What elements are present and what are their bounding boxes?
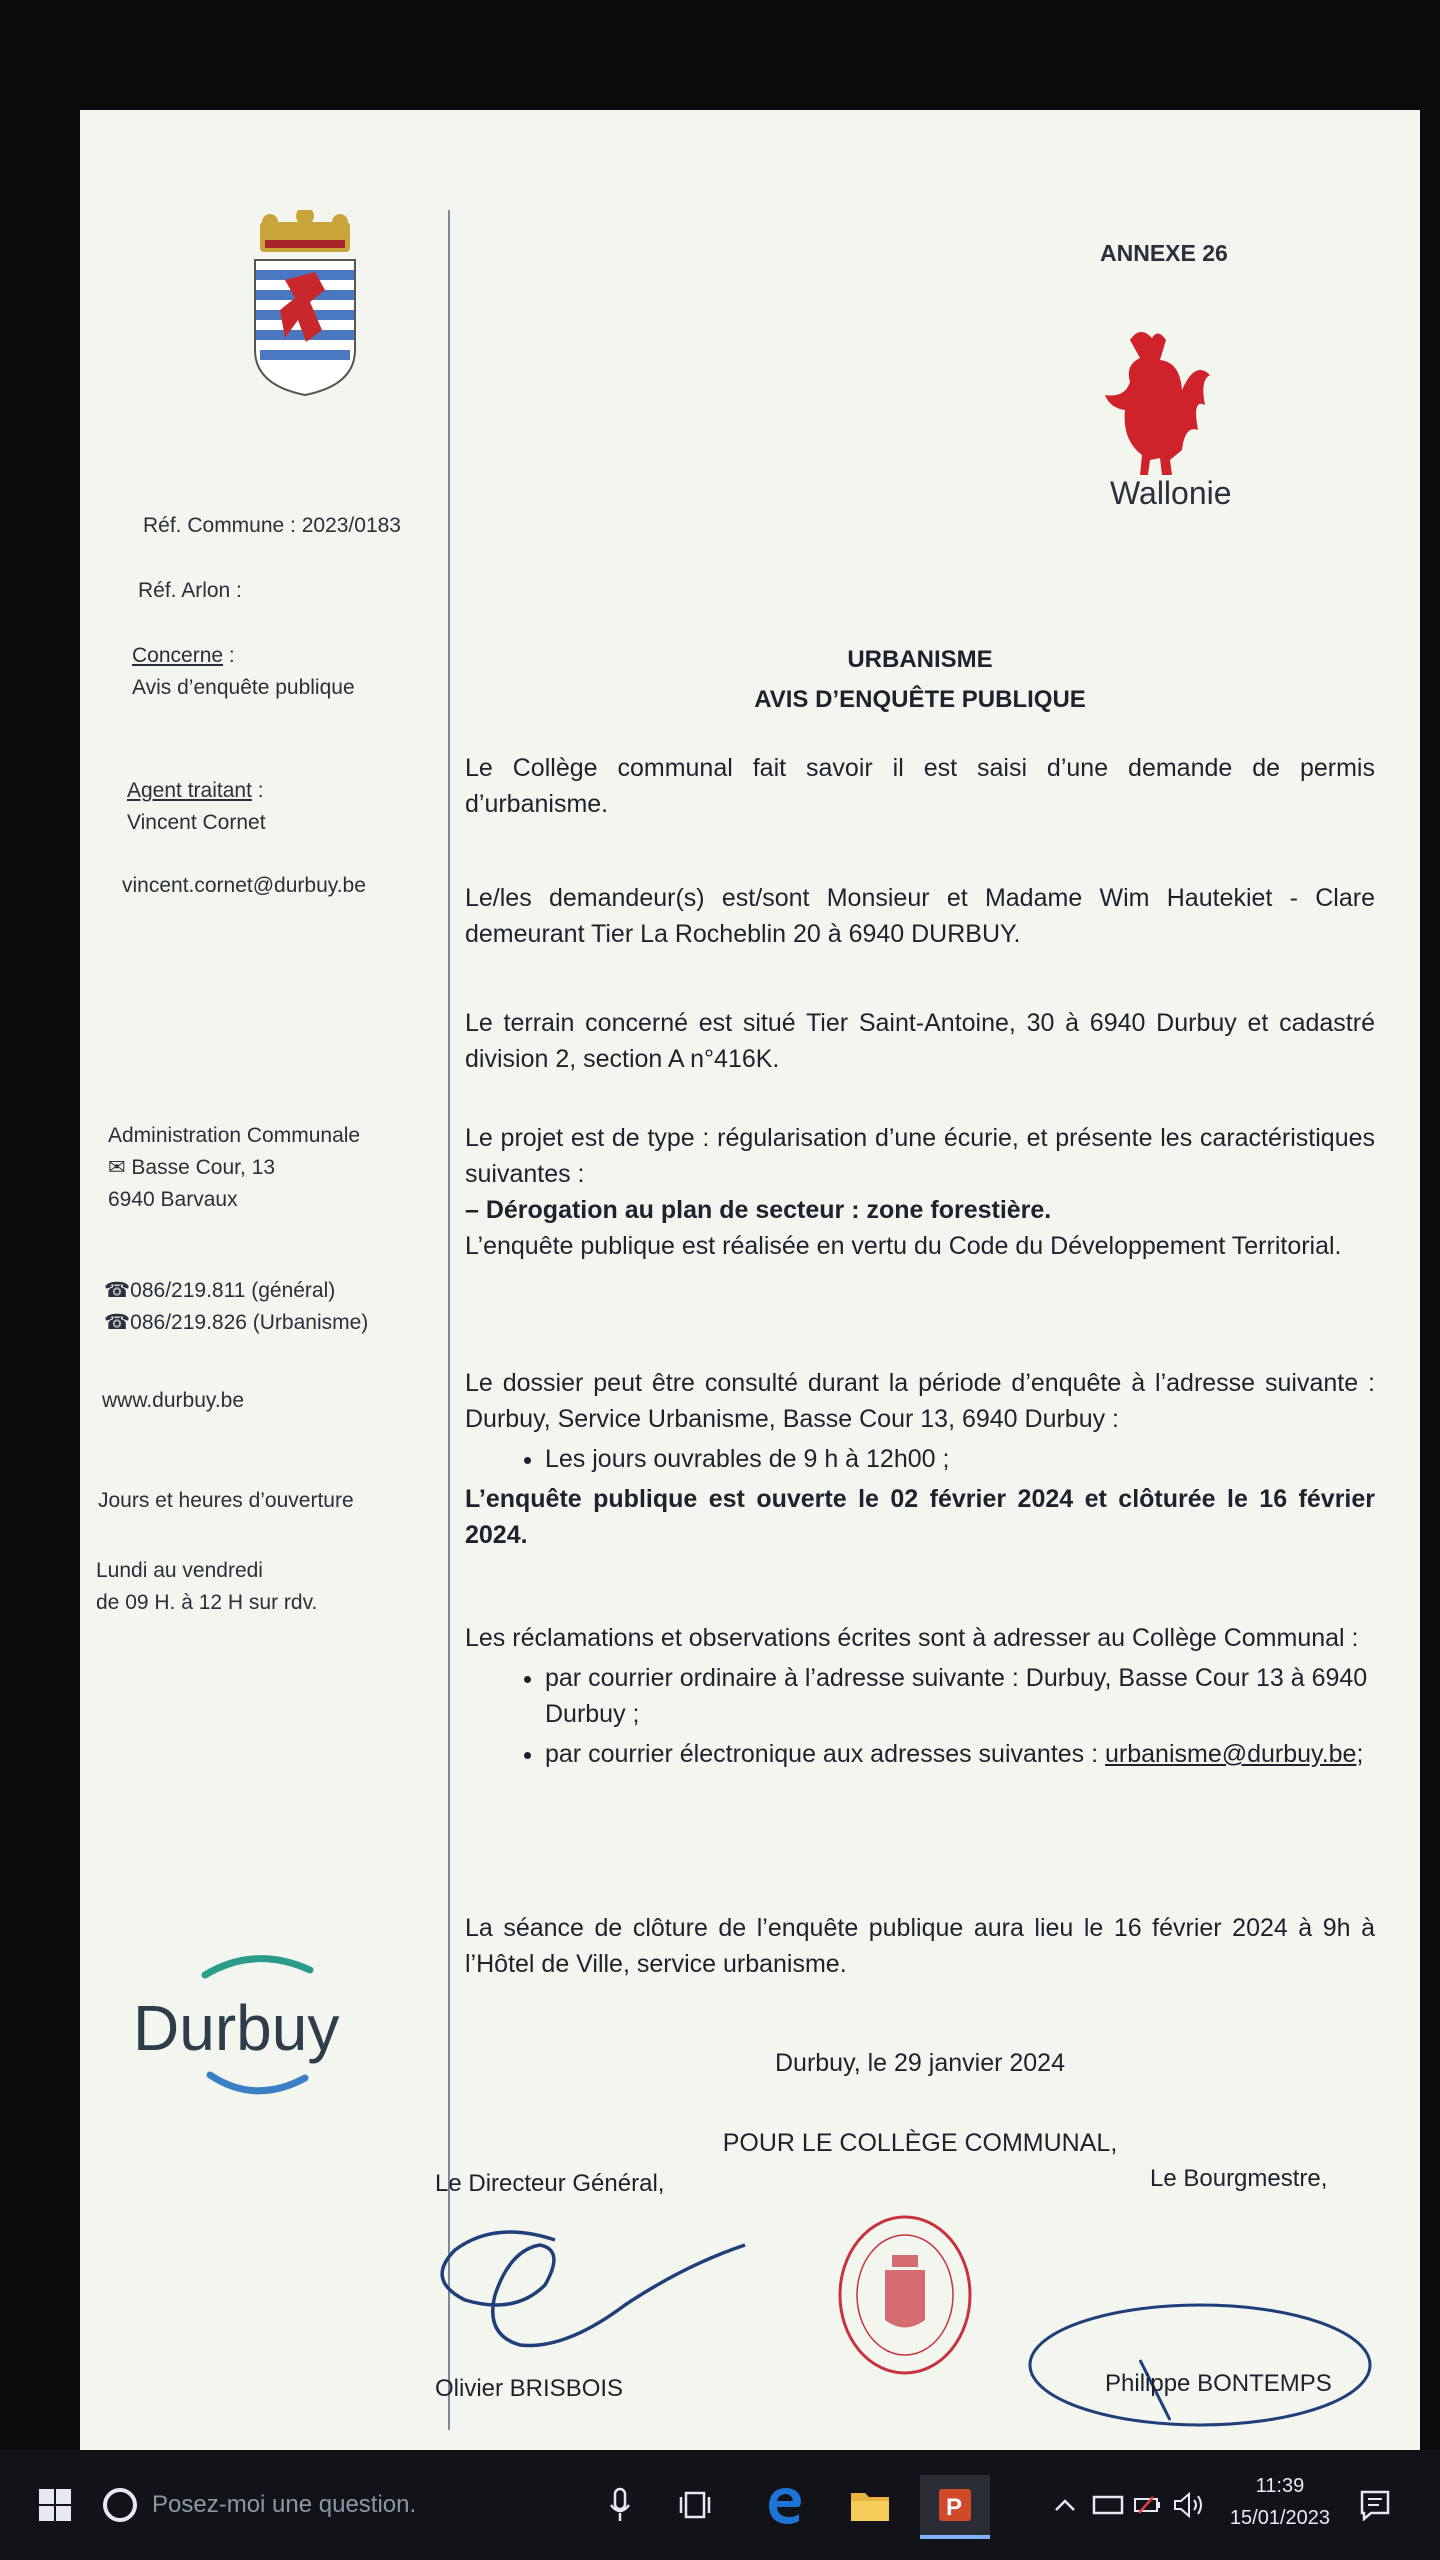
college-line: POUR LE COLLÈGE COMMUNAL, — [722, 2129, 1118, 2157]
bourgmestre-label: Le Bourgmestre, — [1150, 2165, 1328, 2192]
paragraph-8 — [465, 1620, 1375, 1776]
para-8-list — [465, 1660, 1375, 1772]
hours-label: Jours et heures d’ouverture — [98, 1489, 354, 1512]
para-2-text: Le/les demandeur(s) est/sont Monsieur et Madame Wim Hautekiet - Clare demeurant Tier La Rocheblin 20 à 6940 DURBUY. — [465, 884, 1375, 948]
svg-text:P: P — [946, 2494, 963, 2521]
agent-label: Agent traitant — [127, 779, 252, 802]
para-9-text: La séance de clôture de l’enquête publique aura lieu le 16 février 2024 à 9h à l’Hôtel de Ville, service urbanisme. — [465, 1914, 1375, 1978]
para-6-text: Le dossier peut être consulté durant la période d’enquête à l’adresse suivante : Durbuy, Service Urbanisme, Basse Cour 13, 6940 Durbuy : — [465, 1369, 1375, 1433]
directeur-label: Le Directeur Général, — [435, 2170, 665, 2197]
para-5-text: L’enquête publique est réalisée en vertu du Code du Développement Territorial. — [465, 1232, 1342, 1260]
para-3-text: Le terrain concerné est situé Tier Saint-Antoine, 30 à 6940 Durbuy et cadastré division 2, section A n°416K. — [465, 1009, 1375, 1073]
durbuy-logo-icon — [125, 1940, 385, 2110]
para-8-bullet-2 — [545, 1736, 1375, 1772]
concerne-label: Concerne — [132, 644, 224, 667]
para-8-bullet-2-suffix: ; — [1356, 1740, 1364, 1768]
paragraph-4 — [465, 1120, 1375, 1264]
phone-general: ☎086/219.811 (général) — [104, 1279, 336, 1302]
directeur-signature-icon — [425, 2210, 755, 2360]
hours-block — [96, 1555, 317, 1619]
commune-stamp-icon — [830, 2210, 980, 2380]
cortana-icon — [100, 2485, 140, 2525]
concerne-value: Avis d’enquête publique — [132, 676, 355, 699]
search-box[interactable] — [100, 2475, 520, 2535]
hours-line-2: de 09 H. à 12 H sur rdv. — [96, 1591, 318, 1614]
agent-suffix: : — [251, 779, 264, 802]
file-explorer-button[interactable] — [840, 2480, 900, 2530]
notification-icon — [1359, 2489, 1391, 2521]
hours-line-1: Lundi au vendredi — [96, 1559, 263, 1582]
taskbar — [0, 2450, 1440, 2560]
microphone-button[interactable] — [600, 2480, 640, 2530]
start-button[interactable] — [30, 2480, 80, 2530]
action-center-button[interactable] — [1350, 2480, 1400, 2530]
rooster-icon — [1100, 320, 1220, 480]
search-placeholder: Posez-moi une question. — [152, 2491, 417, 2518]
paragraph-6 — [465, 1365, 1375, 1553]
powerpoint-icon — [935, 2485, 975, 2525]
taskbar-clock[interactable] — [1230, 2470, 1330, 2534]
para-1-text: Le Collège communal fait savoir il est saisi d’une demande de permis d’urbanisme. — [465, 754, 1375, 818]
agent-block — [127, 775, 266, 839]
show-hidden-icons-button[interactable] — [1050, 2480, 1080, 2530]
para-8-bullet-1: • par courrier ordinaire à l’adresse suivante : Durbuy, Basse Cour 13 à 6940 Durbuy ; — [545, 1660, 1375, 1732]
task-view-button[interactable] — [670, 2480, 720, 2530]
ref-commune: Réf. Commune : 2023/0183 — [143, 514, 401, 537]
column-divider — [448, 210, 450, 2430]
powerpoint-button[interactable] — [920, 2475, 990, 2539]
directeur-name: Olivier BRISBOIS — [435, 2375, 624, 2402]
para-4-bold: – Dérogation au plan de secteur : zone forestière. — [465, 1196, 1052, 1224]
para-7-bold: L’enquête publique est ouverte le 02 février 2024 et clôturée le 16 février 2024. — [465, 1485, 1375, 1549]
admin-address-1: ✉ Basse Cour, 13 — [108, 1156, 276, 1179]
ref-arlon: Réf. Arlon : — [138, 579, 242, 602]
edge-icon — [765, 2485, 805, 2525]
speaker-icon — [1173, 2491, 1207, 2519]
clock-date: 15/01/2023 — [1229, 2507, 1330, 2529]
network-button[interactable] — [1090, 2480, 1126, 2530]
concerne-block — [132, 640, 355, 704]
volume-button[interactable] — [1170, 2480, 1210, 2530]
para-4-text: Le projet est de type : régularisation d’une écurie, et présente les caractéristiques suivantes : — [465, 1124, 1375, 1188]
paragraph-3 — [465, 1005, 1375, 1077]
admin-address-2: 6940 Barvaux — [108, 1188, 238, 1211]
phone-urbanisme: ☎086/219.826 (Urbanisme) — [104, 1311, 369, 1334]
title-avis: AVIS D’ENQUÊTE PUBLIQUE — [754, 686, 1086, 713]
annexe-label: ANNEXE 26 — [1100, 240, 1228, 266]
chevron-up-icon — [1054, 2497, 1076, 2513]
task-view-icon — [678, 2490, 712, 2520]
edge-button[interactable] — [755, 2480, 815, 2530]
admin-block — [108, 1120, 360, 1216]
paragraph-2 — [465, 880, 1375, 952]
website-link[interactable]: www.durbuy.be — [102, 1389, 245, 1412]
agent-email: vincent.cornet@durbuy.be — [122, 874, 366, 897]
paragraph-9 — [465, 1910, 1375, 1982]
battery-icon — [1133, 2493, 1163, 2517]
concerne-suffix: : — [223, 644, 235, 667]
clock-time: 11:39 — [1255, 2475, 1305, 2497]
coat-of-arms-icon — [240, 210, 370, 400]
bourgmestre-signature-icon — [1020, 2290, 1380, 2440]
durbuy-logo-text: Durbuy — [133, 1992, 340, 2064]
para-6-list — [465, 1441, 1375, 1477]
agent-name: Vincent Cornet — [127, 811, 266, 834]
folder-icon — [849, 2487, 891, 2523]
document-page — [80, 110, 1420, 2450]
title-urbanisme: URBANISME — [847, 646, 993, 673]
network-icon — [1092, 2493, 1124, 2517]
admin-name: Administration Communale — [108, 1124, 361, 1147]
phone-block — [104, 1275, 368, 1339]
battery-button[interactable] — [1130, 2480, 1166, 2530]
para-6-bullet: • Les jours ouvrables de 9 h à 12h00 ; — [545, 1441, 1375, 1477]
bourgmestre-name: Philippe BONTEMPS — [1105, 2370, 1332, 2397]
para-8-bullet-2-prefix: par courrier électronique aux adresses suivantes : — [545, 1740, 1106, 1768]
para-8-text: Les réclamations et observations écrites sont à adresser au Collège Communal : — [465, 1624, 1359, 1652]
wallonie-label: Wallonie — [1110, 475, 1232, 511]
urbanisme-email-link[interactable]: urbanisme@durbuy.be — [1105, 1740, 1357, 1768]
title-block — [465, 640, 1375, 720]
microphone-icon — [609, 2487, 631, 2523]
date-line: Durbuy, le 29 janvier 2024 — [775, 2049, 1065, 2077]
windows-logo-icon — [38, 2488, 72, 2522]
paragraph-1 — [465, 750, 1375, 822]
